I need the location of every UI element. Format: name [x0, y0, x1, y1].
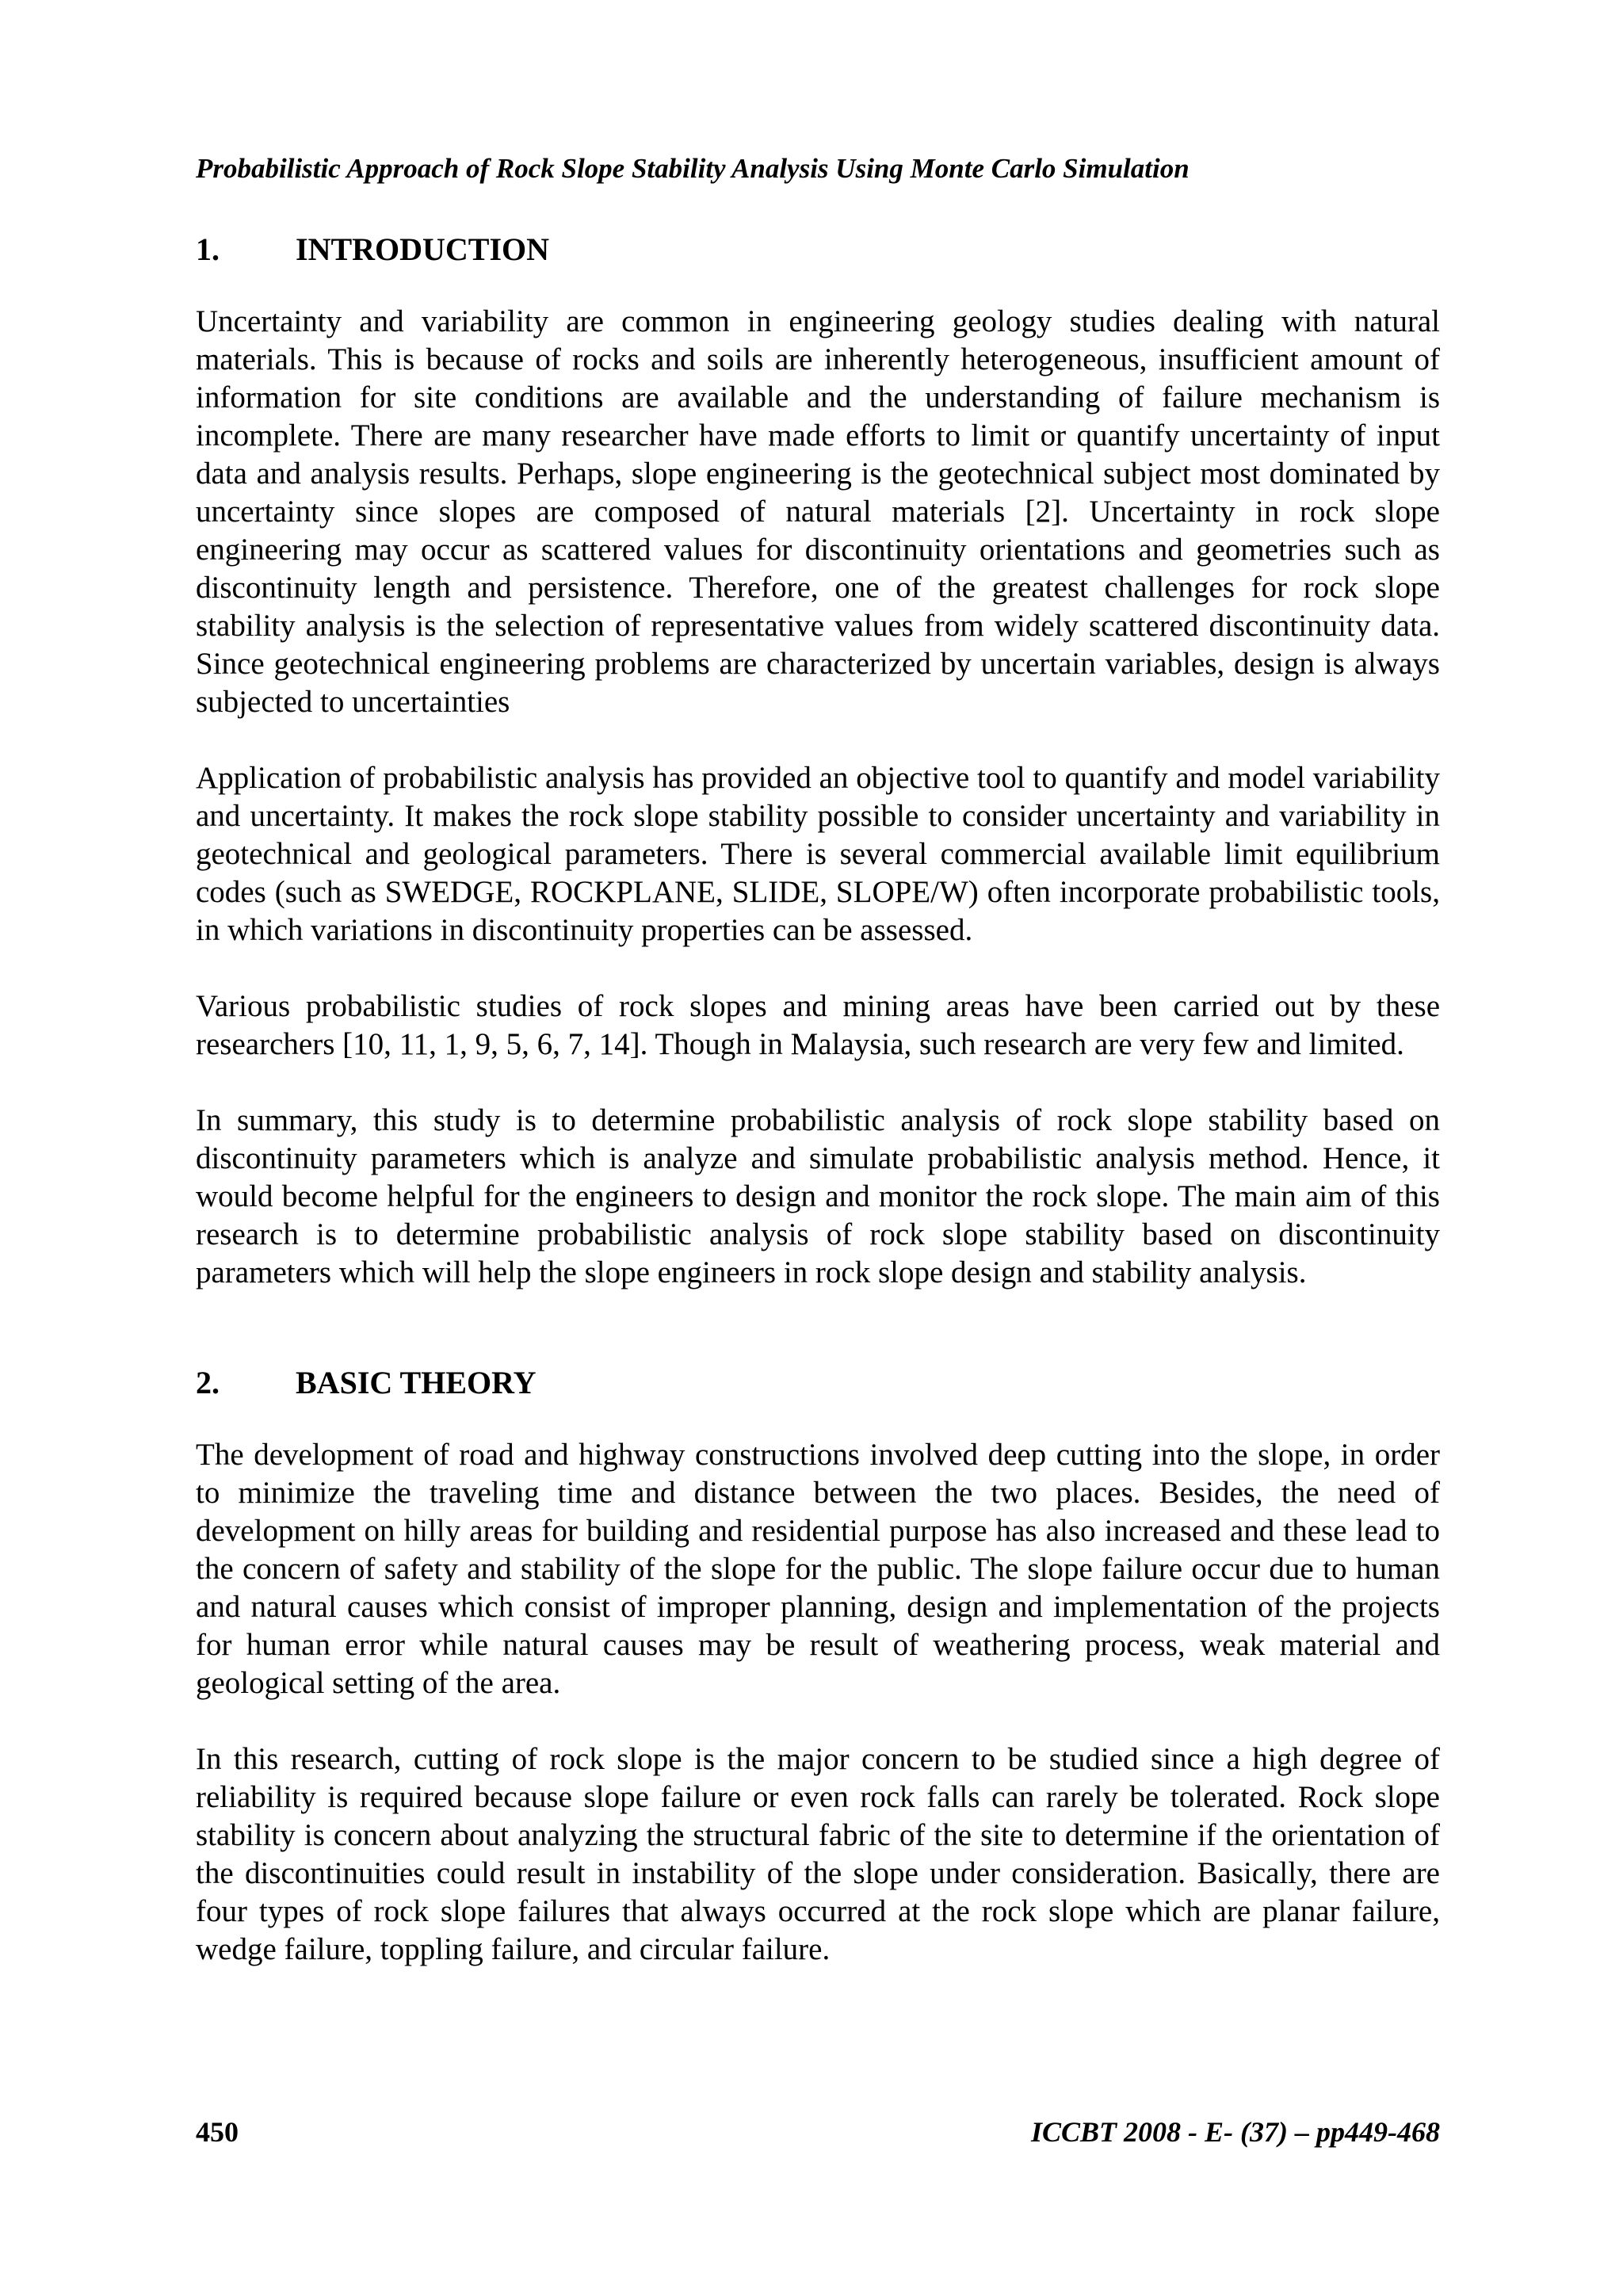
- section-title: BASIC THEORY: [296, 1365, 537, 1400]
- page-number: 450: [196, 2116, 239, 2148]
- paragraph: Various probabilistic studies of rock slopes and mining areas have been carried out by these researchers [10, 11, 1, 9, 5, 6, 7, 14]. Though in Malaysia, such research are very few and limited.: [196, 989, 1440, 1061]
- section-number: 2.: [196, 1365, 220, 1400]
- paragraph: In this research, cutting of rock slope is the major concern to be studied since a high degree of reliability is required because slope failure or even rock falls can rarely be tolerated. Rock slope stability is concern about analyzing the structural fabric of the site to determine if the orientation of the discontinuities could result in instability of the slope under consideration. Basically, there are four types of rock slope failures that always occurred at the rock slope which are planar failure, wedge failure, toppling failure, and circular failure.: [196, 1742, 1440, 1966]
- section-heading-basic-theory: [196, 1363, 1440, 1403]
- paragraph: The development of road and highway constructions involved deep cutting into the slope, in order to minimize the traveling time and distance between the two places. Besides, the need of development on hilly areas for building and residential purpose has also increased and these lead to the concern of safety and stability of the slope for the public. The slope failure occur due to human and natural causes which consist of improper planning, design and implementation of the projects for human error while natural causes may be result of weathering process, weak material and geological setting of the area.: [196, 1438, 1440, 1700]
- paragraph: Application of probabilistic analysis has provided an objective tool to quantify and model variability and uncertainty. It makes the rock slope stability possible to consider uncertainty and variability in geotechnical and geological parameters. There is several commercial available limit equilibrium codes (such as SWEDGE, ROCKPLANE, SLIDE, SLOPE/W) often incorporate probabilistic tools, in which variations in discontinuity properties can be assessed.: [196, 761, 1440, 947]
- footer-citation: ICCBT 2008 - E- (37) – pp449-468: [1031, 2116, 1440, 2148]
- section-number: 1.: [196, 231, 220, 267]
- paragraph: In summary, this study is to determine probabilistic analysis of rock slope stability based on discontinuity parameters which is analyze and simulate probabilistic analysis method. Hence, it would become helpful for the engineers to design and monitor the rock slope. The main aim of this research is to determine probabilistic analysis of rock slope stability based on discontinuity parameters which will help the slope engineers in rock slope design and stability analysis.: [196, 1103, 1440, 1289]
- running-head: Probabilistic Approach of Rock Slope Stability Analysis Using Monte Carlo Simulation: [196, 153, 1190, 184]
- section-heading-introduction: [196, 230, 1440, 269]
- section-title: INTRODUCTION: [296, 231, 550, 267]
- paragraph: Uncertainty and variability are common in engineering geology studies dealing with natural materials. This is because of rocks and soils are inherently heterogeneous, insufficient amount of information for site conditions are available and the understanding of failure mechanism is incomplete. There are many researcher have made efforts to limit or quantify uncertainty of input data and analysis results. Perhaps, slope engineering is the geotechnical subject most dominated by uncertainty since slopes are composed of natural materials [2]. Uncertainty in rock slope engineering may occur as scattered values for discontinuity orientations and geometries such as discontinuity length and persistence. Therefore, one of the greatest challenges for rock slope stability analysis is the selection of representative values from widely scattered discontinuity data. Since geotechnical engineering problems are characterized by uncertain variables, design is always subjected to uncertainties: [196, 304, 1440, 719]
- page-content: [196, 151, 1440, 1969]
- page-footer: [196, 2114, 1440, 2150]
